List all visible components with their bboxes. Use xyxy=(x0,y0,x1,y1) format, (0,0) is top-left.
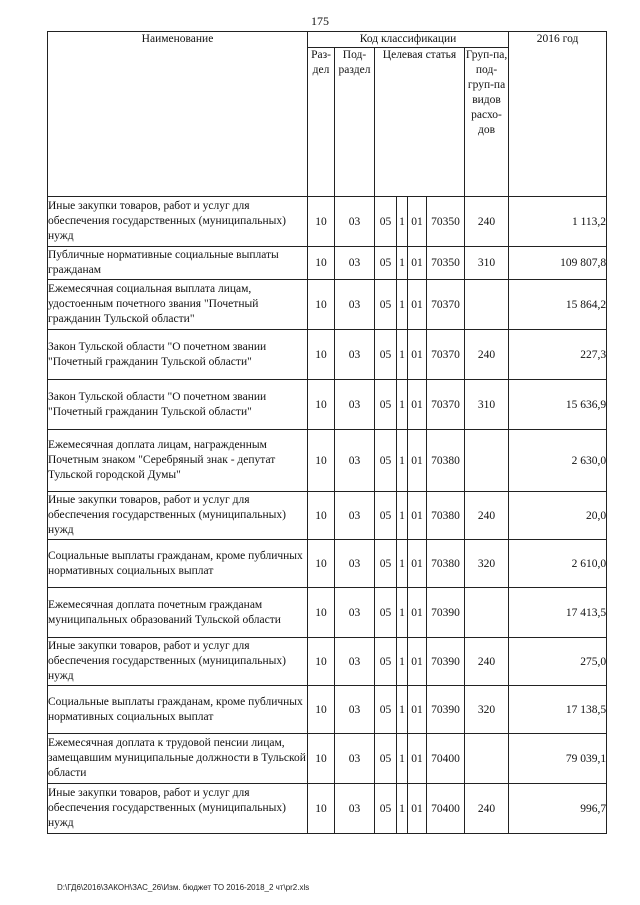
row-name: Ежемесячная доплата лицам, награжденным Почетным знаком "Серебряный знак - депутат Тульской городской Думы" xyxy=(48,430,308,492)
row-target-program: 05 xyxy=(375,784,397,834)
row-expense-group: 320 xyxy=(465,540,509,588)
row-section: 10 xyxy=(308,784,335,834)
row-amount: 2 610,0 xyxy=(509,540,607,588)
row-name: Иные закупки товаров, работ и услуг для обеспечения государственных (муниципальных) нужд xyxy=(48,197,308,247)
row-target-program: 05 xyxy=(375,197,397,247)
table-row xyxy=(48,430,607,492)
row-target-subprogram: 1 xyxy=(397,686,408,734)
row-target-subprogram: 1 xyxy=(397,430,408,492)
row-target-code: 70370 xyxy=(427,380,465,430)
row-target-program: 05 xyxy=(375,430,397,492)
row-name: Социальные выплаты гражданам, кроме публичных нормативных социальных выплат xyxy=(48,686,308,734)
row-target-code: 70380 xyxy=(427,492,465,540)
row-target-subprogram: 1 xyxy=(397,588,408,638)
row-name: Публичные нормативные социальные выплаты гражданам xyxy=(48,247,308,280)
row-expense-group: 240 xyxy=(465,197,509,247)
row-amount: 17 138,5 xyxy=(509,686,607,734)
row-name: Ежемесячная социальная выплата лицам, удостоенным почетного звания "Почетный гражданин Тульской области" xyxy=(48,280,308,330)
row-target-event: 01 xyxy=(408,430,427,492)
row-amount: 996,7 xyxy=(509,784,607,834)
row-section: 10 xyxy=(308,380,335,430)
row-name: Иные закупки товаров, работ и услуг для обеспечения государственных (муниципальных) нужд xyxy=(48,492,308,540)
table-row xyxy=(48,784,607,834)
row-subsection: 03 xyxy=(335,686,375,734)
row-section: 10 xyxy=(308,492,335,540)
row-amount: 15 864,2 xyxy=(509,280,607,330)
row-name: Социальные выплаты гражданам, кроме публичных нормативных социальных выплат xyxy=(48,540,308,588)
row-name: Закон Тульской области "О почетном звании "Почетный гражданин Тульской области" xyxy=(48,330,308,380)
row-name: Иные закупки товаров, работ и услуг для обеспечения государственных (муниципальных) нужд xyxy=(48,638,308,686)
table-row xyxy=(48,686,607,734)
row-target-program: 05 xyxy=(375,280,397,330)
row-name: Закон Тульской области "О почетном звании "Почетный гражданин Тульской области" xyxy=(48,380,308,430)
row-amount: 275,0 xyxy=(509,638,607,686)
row-expense-group: 240 xyxy=(465,784,509,834)
table-row xyxy=(48,280,607,330)
row-target-event: 01 xyxy=(408,197,427,247)
table-body xyxy=(48,197,607,834)
row-target-subprogram: 1 xyxy=(397,330,408,380)
row-target-program: 05 xyxy=(375,638,397,686)
row-subsection: 03 xyxy=(335,492,375,540)
row-target-subprogram: 1 xyxy=(397,638,408,686)
row-expense-group xyxy=(465,280,509,330)
row-amount: 1 113,2 xyxy=(509,197,607,247)
row-section: 10 xyxy=(308,330,335,380)
row-target-event: 01 xyxy=(408,784,427,834)
row-target-event: 01 xyxy=(408,492,427,540)
row-subsection: 03 xyxy=(335,197,375,247)
row-target-program: 05 xyxy=(375,540,397,588)
table-row xyxy=(48,492,607,540)
table-row xyxy=(48,588,607,638)
row-amount: 227,3 xyxy=(509,330,607,380)
table-row xyxy=(48,638,607,686)
row-subsection: 03 xyxy=(335,540,375,588)
budget-table xyxy=(47,31,607,834)
table-row xyxy=(48,380,607,430)
row-expense-group: 320 xyxy=(465,686,509,734)
row-target-program: 05 xyxy=(375,588,397,638)
row-section: 10 xyxy=(308,638,335,686)
row-section: 10 xyxy=(308,540,335,588)
row-amount: 20,0 xyxy=(509,492,607,540)
header-code: Код классификации xyxy=(308,32,509,48)
row-subsection: 03 xyxy=(335,734,375,784)
row-subsection: 03 xyxy=(335,330,375,380)
row-name: Иные закупки товаров, работ и услуг для обеспечения государственных (муниципальных) нужд xyxy=(48,784,308,834)
row-target-event: 01 xyxy=(408,588,427,638)
row-target-event: 01 xyxy=(408,280,427,330)
row-amount: 109 807,8 xyxy=(509,247,607,280)
row-target-code: 70370 xyxy=(427,280,465,330)
row-expense-group: 240 xyxy=(465,492,509,540)
row-name: Ежемесячная доплата к трудовой пенсии лицам, замещавшим муниципальные должности в Тульской области xyxy=(48,734,308,784)
row-target-subprogram: 1 xyxy=(397,380,408,430)
row-expense-group: 240 xyxy=(465,638,509,686)
row-target-code: 70390 xyxy=(427,638,465,686)
row-target-program: 05 xyxy=(375,330,397,380)
row-target-program: 05 xyxy=(375,492,397,540)
row-target-code: 70390 xyxy=(427,588,465,638)
row-section: 10 xyxy=(308,197,335,247)
header-subsection: Под-раздел xyxy=(335,48,375,197)
row-target-code: 70400 xyxy=(427,734,465,784)
row-amount: 79 039,1 xyxy=(509,734,607,784)
row-expense-group xyxy=(465,588,509,638)
row-amount: 17 413,5 xyxy=(509,588,607,638)
row-target-event: 01 xyxy=(408,734,427,784)
header-name: Наименование xyxy=(48,32,308,197)
row-target-event: 01 xyxy=(408,380,427,430)
row-target-program: 05 xyxy=(375,380,397,430)
row-target-event: 01 xyxy=(408,330,427,380)
row-target-code: 70350 xyxy=(427,197,465,247)
row-expense-group xyxy=(465,734,509,784)
row-expense-group xyxy=(465,430,509,492)
header-group: Груп-па, под-груп-па видов расхо-дов xyxy=(465,48,509,197)
row-section: 10 xyxy=(308,280,335,330)
row-subsection: 03 xyxy=(335,588,375,638)
row-target-program: 05 xyxy=(375,734,397,784)
row-target-code: 70380 xyxy=(427,540,465,588)
row-target-code: 70380 xyxy=(427,430,465,492)
row-target-code: 70370 xyxy=(427,330,465,380)
header-year: 2016 год xyxy=(509,32,607,197)
row-section: 10 xyxy=(308,734,335,784)
row-target-code: 70400 xyxy=(427,784,465,834)
row-expense-group: 310 xyxy=(465,380,509,430)
table-row xyxy=(48,330,607,380)
row-target-program: 05 xyxy=(375,686,397,734)
row-section: 10 xyxy=(308,686,335,734)
row-name: Ежемесячная доплата почетным гражданам муниципальных образований Тульской области xyxy=(48,588,308,638)
row-expense-group: 240 xyxy=(465,330,509,380)
row-section: 10 xyxy=(308,247,335,280)
header-section: Раз-дел xyxy=(308,48,335,197)
row-expense-group: 310 xyxy=(465,247,509,280)
row-subsection: 03 xyxy=(335,380,375,430)
row-subsection: 03 xyxy=(335,638,375,686)
row-target-event: 01 xyxy=(408,540,427,588)
row-target-subprogram: 1 xyxy=(397,247,408,280)
row-target-subprogram: 1 xyxy=(397,492,408,540)
row-subsection: 03 xyxy=(335,247,375,280)
row-target-subprogram: 1 xyxy=(397,540,408,588)
row-target-program: 05 xyxy=(375,247,397,280)
row-target-event: 01 xyxy=(408,638,427,686)
row-section: 10 xyxy=(308,430,335,492)
table-row xyxy=(48,197,607,247)
row-section: 10 xyxy=(308,588,335,638)
row-target-event: 01 xyxy=(408,247,427,280)
row-target-code: 70390 xyxy=(427,686,465,734)
row-subsection: 03 xyxy=(335,430,375,492)
row-target-subprogram: 1 xyxy=(397,197,408,247)
row-target-subprogram: 1 xyxy=(397,734,408,784)
page-number: 175 xyxy=(311,14,329,28)
row-target-subprogram: 1 xyxy=(397,784,408,834)
table-row xyxy=(48,247,607,280)
row-target-event: 01 xyxy=(408,686,427,734)
footer-file-path: D:\ГД6\2016\ЗАКОН\ЗАС_26\Изм. бюджет ТО 2016-2018_2 чт\pr2.xls xyxy=(57,883,310,892)
row-amount: 15 636,9 xyxy=(509,380,607,430)
row-amount: 2 630,0 xyxy=(509,430,607,492)
table-row xyxy=(48,540,607,588)
row-subsection: 03 xyxy=(335,784,375,834)
row-subsection: 03 xyxy=(335,280,375,330)
row-target-subprogram: 1 xyxy=(397,280,408,330)
header-target: Целевая статья xyxy=(375,48,465,197)
table-row xyxy=(48,734,607,784)
row-target-code: 70350 xyxy=(427,247,465,280)
